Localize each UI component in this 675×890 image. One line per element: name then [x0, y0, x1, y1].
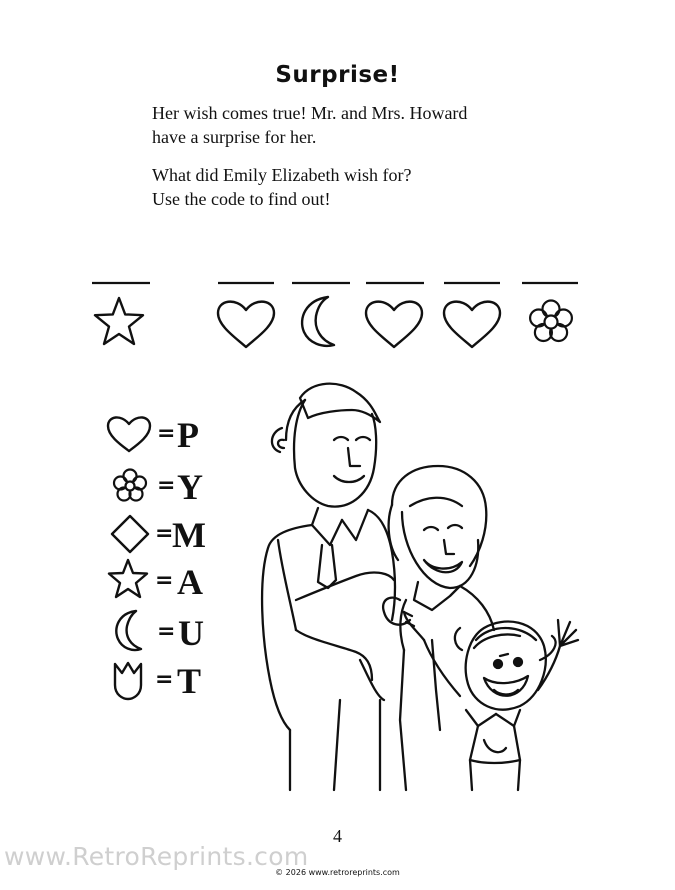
flower-icon: [530, 301, 572, 342]
father-figure: [262, 384, 395, 790]
heart-icon: [366, 302, 422, 347]
key-letter-a: A: [177, 562, 203, 602]
key-letter-t: T: [177, 661, 202, 701]
key-equals-5: =: [157, 619, 176, 644]
key-letter-m: M: [172, 515, 206, 555]
intro-line-2: have a surprise for her.: [152, 127, 317, 147]
key-letter-u: U: [178, 613, 204, 653]
intro-line-1: Her wish comes true! Mr. and Mrs. Howard: [152, 103, 468, 123]
key-letter-y: Y: [177, 467, 203, 507]
page-number: 4: [333, 826, 342, 846]
key-tulip-icon: [115, 663, 141, 699]
page-title: Surprise!: [275, 62, 400, 88]
question-line-2: Use the code to find out!: [152, 189, 331, 209]
key-equals-3: =: [155, 521, 174, 546]
intro-text: [152, 101, 467, 149]
key-equals-4: =: [155, 568, 174, 593]
family-illustration: [240, 375, 585, 795]
watermark: www.RetroReprints.com: [4, 842, 309, 871]
key-flower-icon: [114, 470, 146, 501]
question-line-1: What did Emily Elizabeth wish for?: [152, 165, 412, 185]
key-star-icon: [109, 560, 147, 597]
key-equals-2: =: [157, 473, 176, 498]
question-text: [152, 163, 411, 211]
girl-figure: [404, 612, 578, 790]
key-equals-6: =: [155, 667, 174, 692]
key-heart-icon: [108, 417, 150, 451]
moon-icon: [302, 297, 334, 346]
heart-icon: [218, 302, 274, 347]
key-letter-p: P: [177, 415, 199, 455]
heart-icon: [444, 302, 500, 347]
key-diamond-icon: [112, 516, 148, 552]
star-icon: [95, 298, 143, 344]
coded-word-puzzle: [80, 270, 590, 360]
mother-figure: [383, 466, 494, 790]
copyright-notice: © 2026 www.retroreprints.com: [275, 868, 400, 877]
code-key-symbols: [100, 410, 160, 710]
key-equals-1: =: [157, 421, 176, 446]
key-moon-icon: [116, 611, 141, 650]
